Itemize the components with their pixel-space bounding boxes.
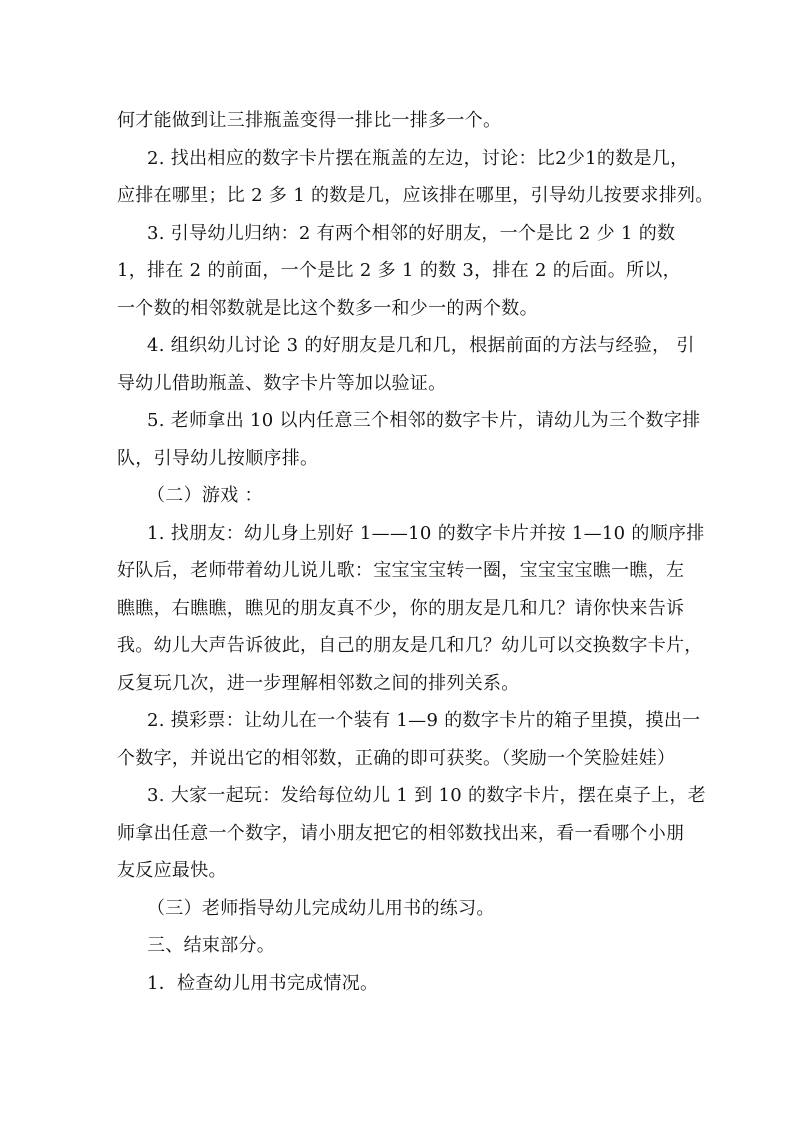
text-line: 应排在哪里；比 2 多 1 的数是几，应该排在哪里，引导幼儿按要求排列。 — [117, 185, 714, 206]
text-line: 5. 老师拿出 10 以内任意三个相邻的数字卡片，请幼儿为三个数字排 — [147, 410, 701, 431]
text-line: 队，引导幼儿按顺序排。 — [117, 447, 319, 469]
section-heading: （二）游戏 ： — [147, 485, 263, 506]
text-line: 4. 组织幼儿讨论 3 的好朋友是几和几，根据前面的方法与经验， 引 — [147, 335, 695, 356]
text-line: 3. 大家一起玩：发给每位幼儿 1 到 10 的数字卡片，摆在桌子上，老 — [147, 785, 706, 806]
section-heading: （三）老师指导幼儿完成幼儿用书的练习。 — [147, 897, 495, 919]
text-line: 一个数的相邻数就是比这个数多一和少一的两个数。 — [117, 297, 538, 319]
text-line: 友反应最快。 — [117, 860, 227, 881]
text-line: 1. 找朋友：幼儿身上别好 1——10 的数字卡片并按 1—10 的顺序排 — [147, 522, 705, 544]
section-heading: 三、结束部分。 — [147, 935, 276, 956]
text-line: 导幼儿借助瓶盖、数字卡片等加以验证。 — [117, 372, 447, 394]
text-line: 瞧瞧，右瞧瞧，瞧见的朋友真不少，你的朋友是几和几？请你快来告诉 — [117, 597, 685, 619]
text-line: 反复玩几次，进一步理解相邻数之间的排列关系。 — [117, 672, 520, 694]
text-line: 2. 找出相应的数字卡片摆在瓶盖的左边，讨论：比2少1的数是几， — [147, 147, 689, 169]
text-line: 个数字，并说出它的相邻数，正确的即可获奖。（奖励一个笑脸娃娃） — [117, 747, 676, 769]
text-line: 何才能做到让三排瓶盖变得一排比一排多一个。 — [117, 110, 502, 131]
text-line: 师拿出任意一个数字，请小朋友把它的相邻数找出来，看一看哪个小朋 — [117, 822, 685, 844]
text-line: 3. 引导幼儿归纳：2 有两个相邻的好朋友，一个是比 2 少 1 的数 — [147, 222, 676, 244]
document-body — [117, 102, 714, 1002]
text-line: 好队后，老师带着幼儿说儿歌：宝宝宝宝转一圈，宝宝宝宝瞧一瞧，左 — [117, 560, 685, 581]
text-line: 2. 摸彩票：让幼儿在一个装有 1—9 的数字卡片的箱子里摸，摸出一 — [147, 710, 701, 731]
text-line: 1．检查幼儿用书完成情况。 — [147, 972, 379, 994]
text-line: 1，排在 2 的前面，一个是比 2 多 1 的数 3，排在 2 的后面。所以， — [117, 260, 681, 281]
text-line: 我。幼儿大声告诉彼此，自己的朋友是几和几？幼儿可以交换数字卡片， — [117, 635, 703, 656]
